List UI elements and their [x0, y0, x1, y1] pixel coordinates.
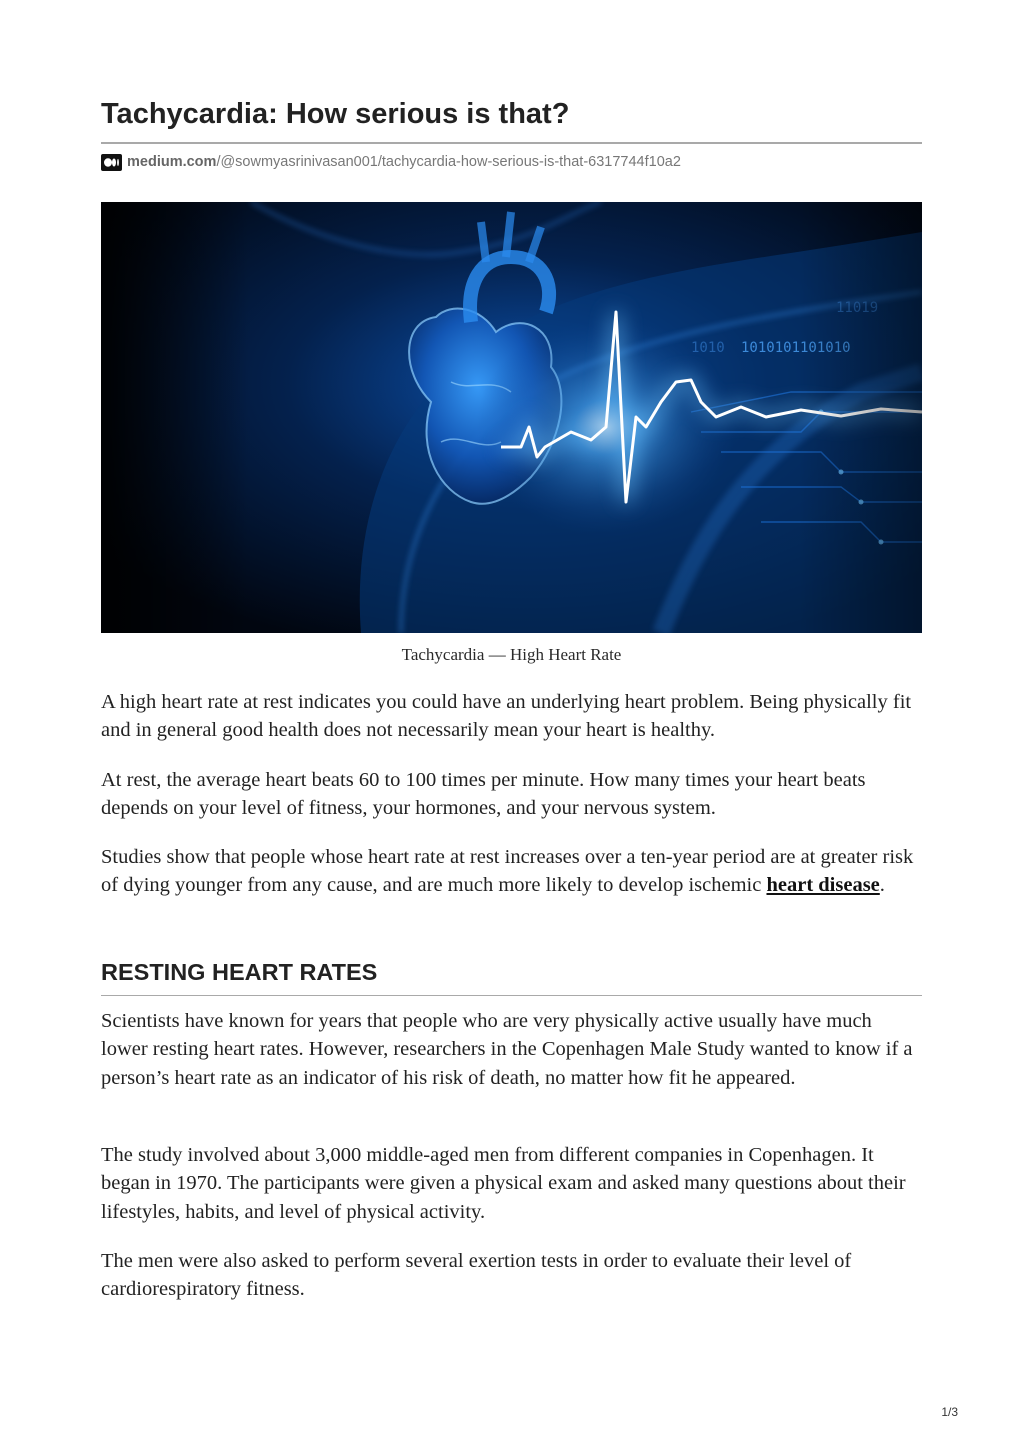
title-divider	[101, 142, 922, 144]
hero-image	[101, 202, 922, 633]
paragraph-3	[101, 843, 922, 900]
section-heading: RESTING HEART RATES	[101, 959, 378, 985]
paragraph-1: A high heart rate at rest indicates you could have an underlying heart problem. Being physically fit and in general good health does not necessarily mean your heart is healthy.	[101, 691, 912, 742]
paragraph-5: The study involved about 3,000 middle-aged men from different companies in Copenhagen. It began in 1970. The participants were given a physical exam and asked many questions about their lifestyles, habits, and level of physical activity.	[101, 1144, 906, 1223]
medium-logo-icon	[101, 154, 122, 171]
page-number: 1/3	[941, 1405, 958, 1419]
paragraph-3-text: Studies show that people whose heart rate at rest increases over a ten-year period are at greater risk of dying younger from any cause, and are much more likely to develop ischemic	[101, 846, 914, 897]
source-path[interactable]: /@sowmyasrinivasan001/tachycardia-how-serious-is-that-6317744f10a2	[216, 154, 681, 170]
image-caption: Tachycardia — High Heart Rate	[401, 645, 622, 664]
heart-disease-link[interactable]: heart disease	[766, 874, 880, 897]
paragraph-2: At rest, the average heart beats 60 to 100 times per minute. How many times your heart beats depends on your level of fitness, your hormones, and your nervous system.	[101, 769, 866, 820]
source-domain[interactable]: medium.com	[127, 154, 217, 170]
article-title: Tachycardia: How serious is that?	[101, 98, 570, 130]
paragraph-6: The men were also asked to perform several exertion tests in order to evaluate their level of cardiorespiratory fitness.	[101, 1250, 852, 1301]
section-divider	[101, 995, 922, 996]
paragraph-3-end: .	[879, 874, 885, 897]
paragraph-4: Scientists have known for years that people who are very physically active usually have much lower resting heart rates. However, researchers in the Copenhagen Male Study wanted to know if a person’s heart rate as an indicator of his risk of death, no matter how fit he appeared.	[101, 1010, 913, 1089]
heart-ecg-illustration	[101, 202, 922, 633]
source-line	[101, 152, 681, 172]
